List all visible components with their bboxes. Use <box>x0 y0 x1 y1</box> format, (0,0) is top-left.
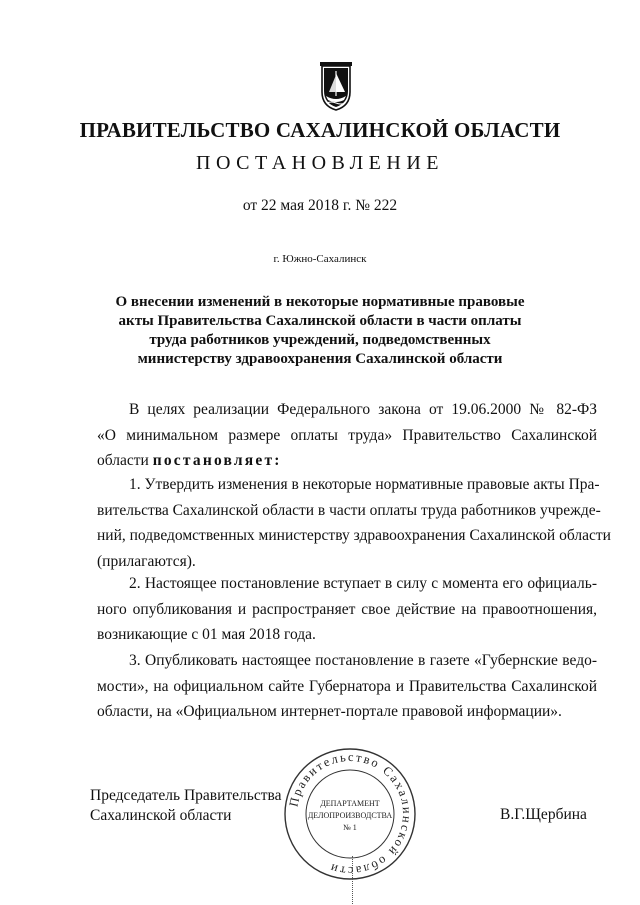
stamp-dotted-line <box>352 856 354 904</box>
stamp-inner-line: ДЕПАРТАМЕНТ <box>320 799 380 808</box>
heading-line: труда работников учреждений, подведомственных <box>149 332 491 348</box>
text-line: возникающие с 01 мая 2018 года. <box>97 626 316 643</box>
text-fragment: области <box>97 452 149 469</box>
text-line: области, на «Официальном интернет-портале правовой информации». <box>97 703 562 720</box>
heading-line: О внесении изменений в некоторые нормативные правовые <box>115 294 525 310</box>
item-3-paragraph <box>97 648 597 725</box>
position-line: Сахалинской области <box>90 807 232 824</box>
signatory-name: В.Г.Щербина <box>500 806 587 823</box>
resolves-keyword: постановляет: <box>152 452 282 469</box>
item-1-paragraph <box>97 472 611 574</box>
signatory-position <box>90 786 282 826</box>
text-line: ного опубликования и распространяет свое действие на правоотношения, <box>97 600 597 618</box>
official-stamp <box>282 746 418 882</box>
text-line: «О минимальном размере оплаты труда» Правительство Сахалинской <box>97 426 597 444</box>
coat-of-arms-emblem <box>318 62 354 112</box>
text-line: 1. Утвердить изменения в некоторые нормативные правовые акты Пра- <box>129 476 600 493</box>
document-city: г. Южно-Сахалинск <box>273 253 367 265</box>
text-line: (прилагаются). <box>97 552 196 570</box>
text-line <box>97 448 597 474</box>
government-title: ПРАВИТЕЛЬСТВО САХАЛИНСКОЙ ОБЛАСТИ <box>79 118 561 142</box>
text-line: вительства Сахалинской области в части оплаты труда работников учрежде- <box>97 501 601 519</box>
document-date-number: от 22 мая 2018 г. № 222 <box>242 197 398 214</box>
stamp-inner-line: ДЕЛОПРОИЗВОДСТВА <box>307 811 393 820</box>
document-heading <box>110 293 530 369</box>
heading-line: акты Правительства Сахалинской области в части оплаты <box>118 313 522 329</box>
document-type: ПОСТАНОВЛЕНИЕ <box>196 152 444 174</box>
text-line: 3. Опубликовать настоящее постановление в газете «Губернские ведо- <box>129 652 597 669</box>
item-2-paragraph <box>97 571 597 648</box>
text-line: В целях реализации Федерального закона от 19.06.2000 № 82-ФЗ <box>129 401 597 418</box>
heading-line: министерству здравоохранения Сахалинской области <box>137 351 503 367</box>
preamble-paragraph <box>97 397 597 474</box>
stamp-inner-line: № 1 <box>343 823 357 832</box>
stamp-ring-text: Правительство Сахалинской области <box>286 749 415 879</box>
text-line: ний, подведомственных министерству здравоохранения Сахалинской области <box>97 527 611 544</box>
position-line: Председатель Правительства <box>90 787 282 804</box>
text-line: мости», на официальном сайте Губернатора и Правительства Сахалинской <box>97 677 597 695</box>
text-line: 2. Настоящее постановление вступает в силу с момента его официаль- <box>129 575 597 592</box>
